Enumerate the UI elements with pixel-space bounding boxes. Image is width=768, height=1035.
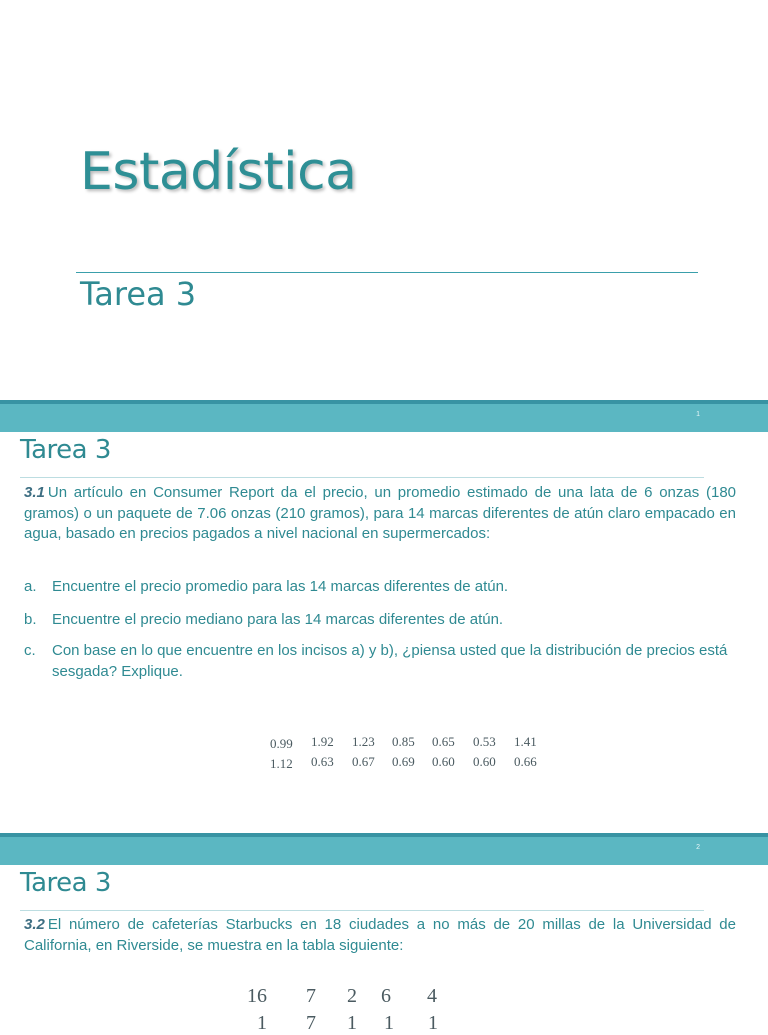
value-cell: 1 [347,1012,357,1034]
slide-header-band [0,400,768,432]
heading-divider [20,477,704,478]
slide-heading: Tarea 3 [20,435,111,465]
value-cell: 7 [306,1012,316,1034]
price-cell: 0.65 [432,734,455,749]
prices-table [0,734,768,778]
slide-header-band [0,833,768,865]
price-cell: 1.23 [352,734,375,749]
list-text: Con base en lo que encuentre en los incisos a) y b), ¿piensa usted que la distribución de precios está sesgada? Explique. [52,642,728,680]
slide-1 [0,432,768,832]
list-label: b. [24,611,37,628]
list-text: Encuentre el precio promedio para las 14 marcas diferentes de atún. [52,578,509,595]
problem-text: Un artículo en Consumer Report da el precio, un promedio estimado de una lata de 6 onzas (180 gramos) o un paquete de 7.06 onzas (210 gramos), para 14 marcas diferentes de atún claro empacado en agua, basado en precios pagados a nivel nacional en supermercados: [24,484,736,542]
price-cell: 1.92 [311,734,334,749]
starbucks-table [0,985,768,1034]
problem-text: El número de cafeterías Starbucks en 18 ciudades a no más de 20 millas de la Universidad de California, en Riverside, se muestra en la tabla siguiente: [24,916,736,954]
price-cell: 1.12 [270,756,293,771]
problem-number: 3.1 [24,484,45,501]
problem-statement [24,483,736,545]
value-cell: 7 [306,985,316,1007]
title-divider [76,272,698,273]
value-cell: 2 [347,985,357,1007]
price-cell: 0.69 [392,754,415,769]
price-cell: 0.63 [311,754,334,769]
list-label: c. [24,642,36,659]
list-text: Encuentre el precio mediano para las 14 marcas diferentes de atún. [52,611,504,628]
subtitle: Tarea 3 [80,275,197,313]
value-cell: 1 [384,1012,394,1034]
page-number: 2 [696,844,700,851]
value-cell: 6 [381,985,391,1007]
price-cell: 0.60 [473,754,496,769]
value-cell: 4 [427,985,437,1007]
price-cell: 0.67 [352,754,375,769]
problem-statement [24,915,736,956]
price-cell: 0.60 [432,754,455,769]
price-cell: 0.53 [473,734,496,749]
value-cell: 1 [257,1012,267,1034]
price-cell: 1.41 [514,734,537,749]
slide-heading: Tarea 3 [20,868,111,898]
value-cell: 1 [428,1012,438,1034]
problem-number: 3.2 [24,916,45,933]
price-cell: 0.66 [514,754,537,769]
list-label: a. [24,578,37,595]
price-cell: 0.99 [270,736,293,751]
heading-divider [20,910,704,911]
slide-2 [0,865,768,1034]
title-slide [0,0,768,400]
value-cell: 16 [247,985,267,1007]
price-cell: 0.85 [392,734,415,749]
main-title: Estadística [80,142,357,202]
page-number: 1 [696,411,700,418]
